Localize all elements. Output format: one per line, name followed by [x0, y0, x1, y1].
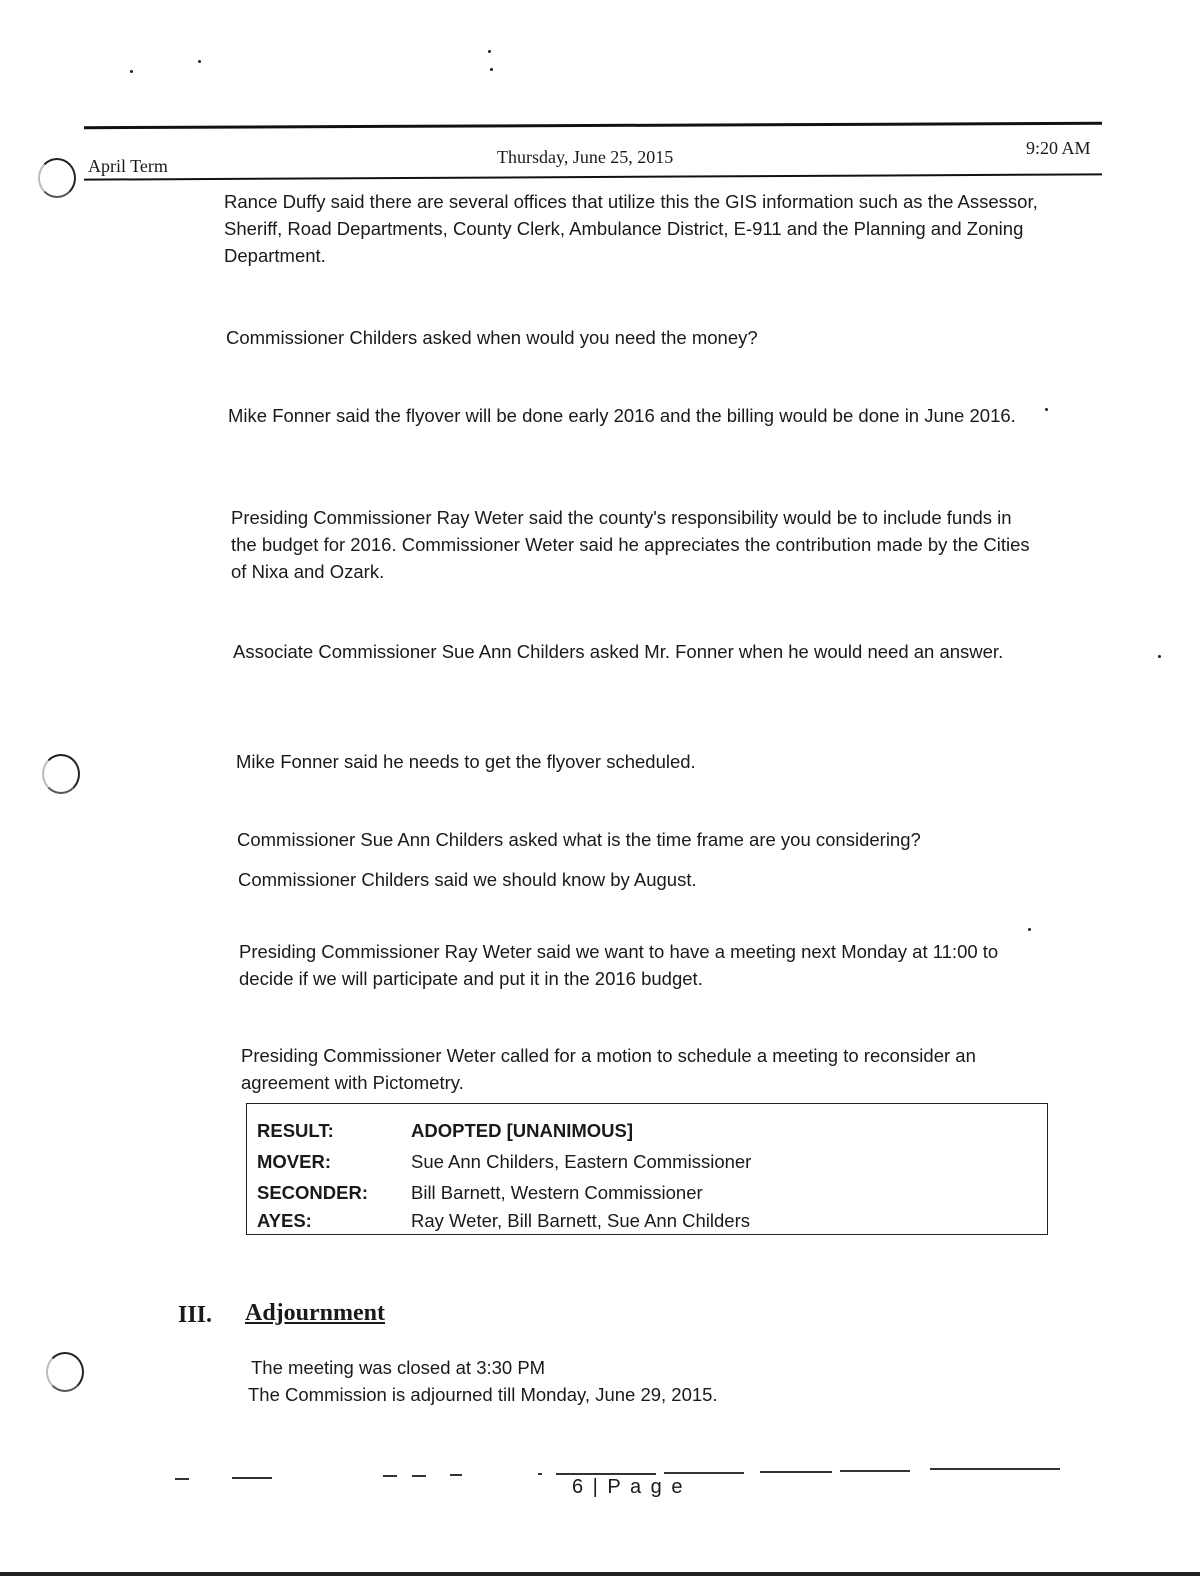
footer-dash — [556, 1473, 656, 1475]
scan-speck — [1028, 928, 1031, 931]
header-time: 9:20 AM — [1026, 138, 1091, 158]
seconder-value: Bill Barnett, Western Commissioner — [411, 1182, 703, 1203]
paragraph-flyover-timing: Mike Fonner said the flyover will be done early 2016 and the billing would be done in June 2016. — [228, 405, 1016, 426]
paragraph-motion-call: Presiding Commissioner Weter called for a motion to schedule a meeting to reconsider an agreement with Pictometry. — [241, 1045, 976, 1093]
mover-value: Sue Ann Childers, Eastern Commissioner — [411, 1151, 752, 1172]
scan-speck — [488, 50, 491, 53]
footer-dash — [450, 1474, 462, 1476]
scan-speck — [130, 70, 133, 73]
header-top-rule — [84, 122, 1102, 129]
punch-hole-bottom — [46, 1352, 84, 1392]
motion-result-box — [246, 1103, 1048, 1235]
footer-dash — [760, 1471, 832, 1473]
header-bottom-rule — [84, 173, 1102, 180]
paragraph-budget-responsibility: Presiding Commissioner Ray Weter said the county's responsibility would be to include funds in the budget for 2016. Commissioner Weter said he appreciates the contribution made by the Cities of Nixa and Ozark. — [231, 507, 1030, 582]
footer-dash — [840, 1470, 910, 1472]
ayes-key: AYES: — [257, 1210, 312, 1231]
footer-dash — [538, 1473, 542, 1475]
footer-dash — [930, 1468, 1060, 1470]
paragraph-answer-question: Associate Commissioner Sue Ann Childers asked Mr. Fonner when he would need an answer. — [233, 641, 1004, 662]
scan-bottom-edge — [0, 1572, 1200, 1576]
punch-hole-middle — [42, 754, 80, 794]
seconder-key: SECONDER: — [257, 1182, 369, 1203]
footer-dash — [232, 1477, 272, 1479]
paragraph-money-question: Commissioner Childers asked when would you need the money? — [226, 327, 758, 348]
punch-hole-top — [38, 158, 76, 198]
adjournment-till-line: The Commission is adjourned till Monday, June 29, 2015. — [248, 1384, 718, 1405]
paragraph-know-by-august: Commissioner Childers said we should know by August. — [238, 869, 697, 890]
scan-speck — [198, 60, 201, 63]
paragraph-meeting-monday: Presiding Commissioner Ray Weter said we want to have a meeting next Monday at 11:00 to decide if we will participate and put it in the 2016 budget. — [239, 941, 999, 989]
footer-dash — [412, 1475, 426, 1477]
adjournment-closed-line: The meeting was closed at 3:30 PM — [251, 1357, 546, 1378]
scan-speck — [1158, 655, 1161, 658]
mover-key: MOVER: — [257, 1151, 331, 1172]
scan-speck — [490, 68, 493, 71]
footer-dash — [175, 1478, 189, 1480]
result-value: ADOPTED [UNANIMOUS] — [411, 1120, 633, 1141]
paragraph-flyover-scheduled: Mike Fonner said he needs to get the flyover scheduled. — [236, 751, 696, 772]
section-number: III. — [178, 1302, 213, 1328]
header-date: Thursday, June 25, 2015 — [497, 147, 674, 167]
footer-dash — [664, 1472, 744, 1474]
paragraph-gis-offices: Rance Duffy said there are several offices that utilize this the GIS information such as the Assessor, Sheriff, Road Departments, County Clerk, Ambulance District, E-911 and the Planning and Zoning Department. — [224, 191, 1038, 266]
header-term: April Term — [88, 156, 168, 176]
scan-speck — [1045, 408, 1048, 411]
result-key: RESULT: — [257, 1120, 334, 1141]
section-title: Adjournment — [245, 1300, 386, 1326]
footer-dash — [383, 1475, 397, 1477]
ayes-value: Ray Weter, Bill Barnett, Sue Ann Childers — [411, 1210, 750, 1231]
paragraph-time-frame: Commissioner Sue Ann Childers asked what is the time frame are you considering? — [237, 829, 921, 850]
page-number: 6 | P a g e — [572, 1476, 685, 1498]
